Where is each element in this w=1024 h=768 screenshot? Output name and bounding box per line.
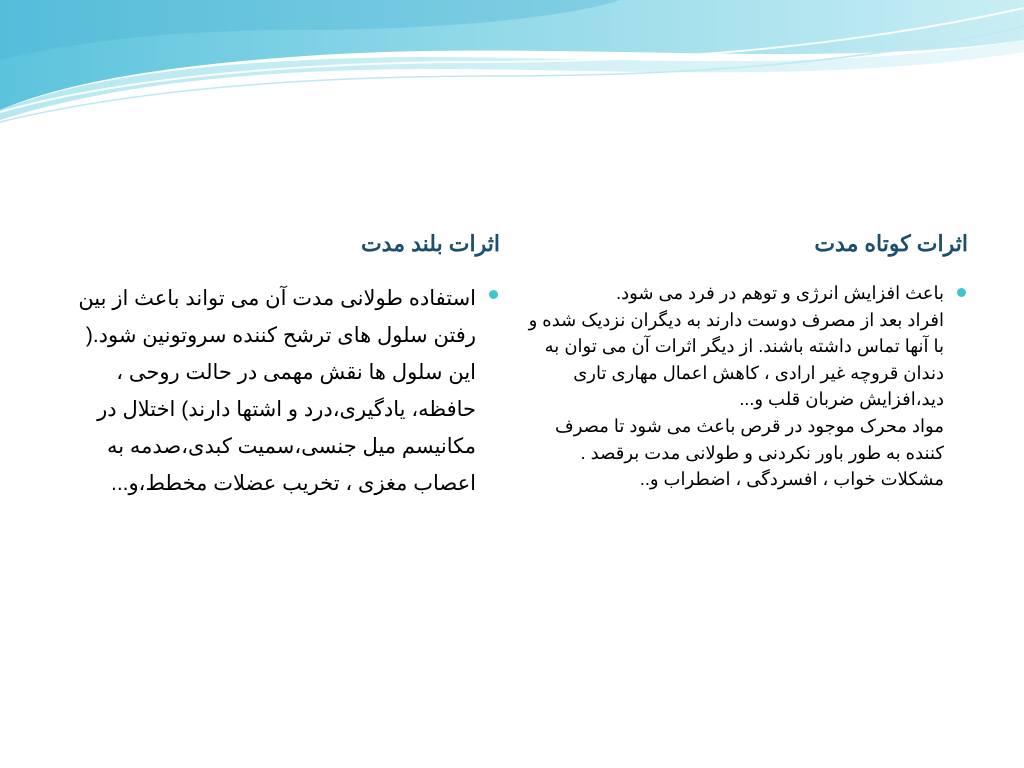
header-wave-decoration (0, 0, 1024, 130)
bullet-dot-icon (957, 288, 966, 297)
short-term-effects-column (520, 226, 968, 493)
long-term-text: استفاده طولانی مدت آن می تواند باعث از بین رفتن سلول های ترشح کننده سروتونین شود.( این سلول ها نقش مهمی در حالت روحی ، حافظه، یادگیری،درد و اشتها دارند) اختلال در مکانیسم میل جنسی،سمیت کبدی،صدمه به اعصاب مغزی ، تخریب عضلات مخطط،و... (78, 287, 476, 495)
long-term-effects-column (60, 226, 500, 502)
short-term-bullet (520, 280, 968, 493)
short-term-text: باعث افزایش انرژی و توهم در فرد می شود. افراد بعد از مصرف دوست دارند به دیگران نزدیک شده و با آنها تماس داشته باشند. از دیگر اثرات آن می توان به دندان قروچه غیر ارادی ، کاهش اعمال مهاری تاری دید،افزایش ضربان قلب و... مواد محرک موجود در قرص باعث می شود تا مصرف کننده به طور باور نکردنی و طولانی مدت برقصد . مشکلات خواب ، افسردگی ، اضطراب و.. (528, 283, 944, 490)
long-term-heading: اثرات بلند مدت (360, 231, 500, 256)
long-term-bullet (60, 280, 500, 502)
bullet-dot-icon (489, 290, 498, 299)
short-term-heading: اثرات کوتاه مدت (814, 231, 968, 256)
